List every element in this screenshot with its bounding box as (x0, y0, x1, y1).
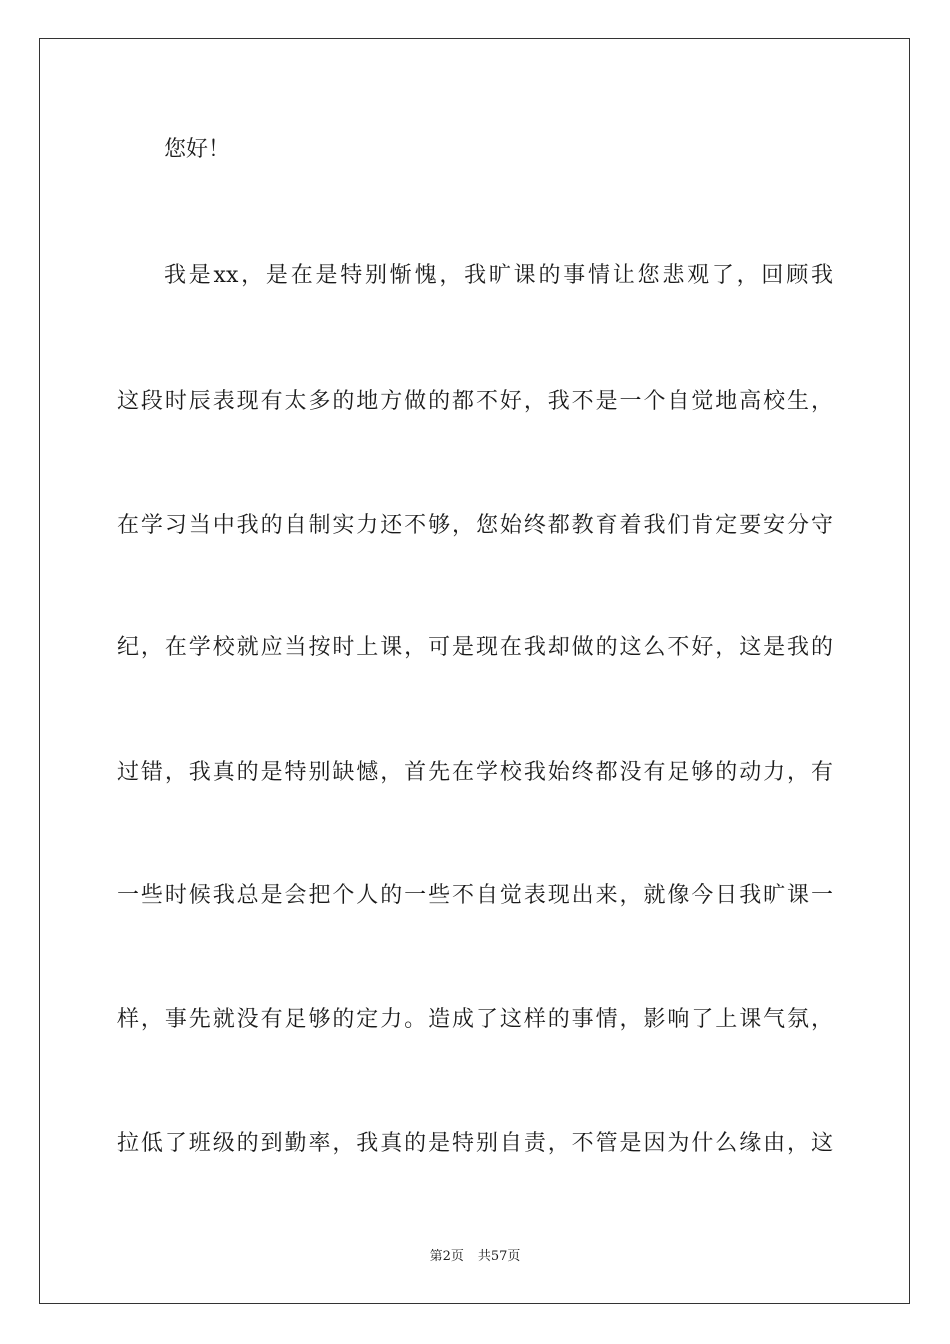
paragraph-line-4: 纪，在学校就应当按时上课，可是现在我却做的这么不好，这是我的 (117, 635, 833, 660)
salutation: 您好！ (164, 137, 231, 162)
page-border (39, 38, 910, 1304)
page-number-total: 共57页 (477, 1249, 521, 1264)
paragraph-line-1: 我是xx，是在是特别惭愧，我旷课的事情让您悲观了，回顾我 (164, 263, 833, 288)
paragraph-line-6: 一些时候我总是会把个人的一些不自觉表现出来，就像今日我旷课一 (117, 883, 833, 908)
page-number-current: 第2页 (429, 1249, 464, 1264)
paragraph-line-3: 在学习当中我的自制实力还不够，您始终都教育着我们肯定要安分守 (117, 513, 833, 538)
paragraph-line-7: 样，事先就没有足够的定力。造成了这样的事情，影响了上课气氛， (117, 1007, 833, 1032)
paragraph-line-8: 拉低了班级的到勤率，我真的是特别自责，不管是因为什么缘由，这 (117, 1131, 833, 1156)
paragraph-line-2: 这段时辰表现有太多的地方做的都不好，我不是一个自觉地高校生， (117, 389, 833, 414)
paragraph-line-5: 过错，我真的是特别缺憾，首先在学校我始终都没有足够的动力，有 (117, 760, 833, 785)
page-footer (0, 1248, 950, 1266)
